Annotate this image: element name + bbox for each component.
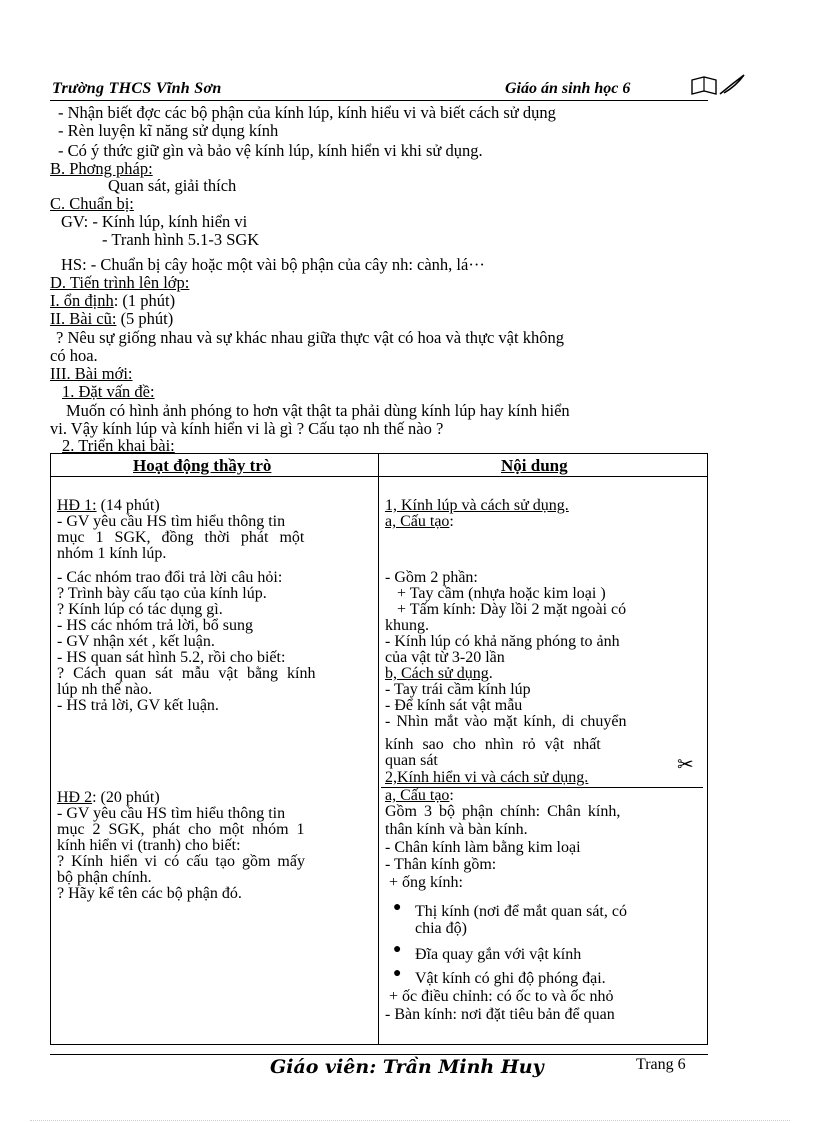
left-line: mục 1 SGK, đồng thời phát một [57, 529, 305, 546]
right-line: - Kính lúp có khả năng phóng to ảnh [385, 633, 620, 650]
objective-2: - Rèn luyện kĩ năng sử dụng kính [58, 121, 279, 140]
review-question-cont: có hoa. [50, 346, 98, 365]
right-line: - Nhìn mắt vào mặt kính, di chuyển [385, 713, 627, 730]
hd2-title [57, 790, 160, 806]
step-1 [50, 292, 175, 309]
document-title: Giáo án sinh học 6 [505, 80, 631, 97]
col-header-content: Nội dung [501, 456, 568, 475]
content-heading-1: 1, Kính lúp và cách sử dụng. [385, 497, 569, 514]
right-line: - Bàn kính: nơi đặt tiêu bản để quan [385, 1006, 615, 1023]
hd2-label: HĐ 2 [57, 789, 93, 806]
gv-prep-2: - Tranh hình 5.1-3 SGK [102, 230, 260, 249]
hd1-label: HĐ 1: [57, 497, 97, 514]
section-b-heading: B. Phơng pháp: [50, 159, 153, 178]
content-heading-2: 2,Kính hiển vi và cách sử dụng. [385, 769, 589, 786]
left-line: ? Kính lúp có tác dụng gì. [57, 601, 223, 618]
right-line: khung. [385, 617, 429, 634]
section-c-heading: C. Chuẩn bị: [50, 194, 134, 213]
column-divider [378, 454, 379, 1044]
step-2-label: II. Bài cũ: [50, 309, 117, 328]
hd1-title [57, 498, 160, 514]
right-line: Vật kính có ghi độ phóng đại. [415, 970, 606, 987]
page-header [50, 78, 708, 101]
step-1-time: : (1 phút) [113, 291, 176, 310]
content-sub-a2-label: a, Cấu tạo [385, 787, 450, 804]
school-name: Trường THCS Vĩnh Sơn [52, 80, 222, 97]
left-line: - GV yêu cầu HS tìm hiểu thông tin [57, 805, 286, 822]
bullet-icon: ● [393, 966, 402, 981]
left-line: - GV nhận xét , kết luận. [57, 633, 215, 650]
left-line: - Các nhóm trao đổi trả lời câu hỏi: [57, 569, 283, 586]
book-quill-icon [690, 74, 746, 104]
content-sub-b-label: b, Cách sử dụng [385, 665, 489, 682]
section-d-heading: D. Tiến trình lên lớp: [50, 273, 190, 292]
bullet-icon: ● [393, 900, 402, 915]
right-line: + ốc điều chỉnh: có ốc to và ốc nhỏ [389, 988, 614, 1005]
bullet-icon: ● [393, 942, 402, 957]
right-line: của vật từ 3-20 lần [385, 649, 505, 666]
right-line: kính sao cho nhìn rỏ vật nhất [385, 736, 601, 753]
left-line: nhóm 1 kính lúp. [57, 545, 167, 562]
content-sub-a2 [385, 788, 454, 804]
hs-prep: HS: - Chuẩn bị cây hoặc một vài bộ phận của cây nh: cành, lá··· [61, 255, 485, 274]
step-2-time: (5 phút) [116, 309, 174, 328]
left-line: ? Trình bày cấu tạo của kính lúp. [57, 585, 267, 602]
left-line: - HS trả lời, GV kết luận. [57, 697, 219, 714]
left-line: kính hiển vi (tranh) cho biết: [57, 837, 241, 854]
right-line: - Chân kính làm bằng kim loại [385, 839, 581, 856]
right-line: + ống kính: [389, 874, 463, 891]
left-line: - HS các nhóm trả lời, bổ sung [57, 617, 253, 634]
content-sub-b [385, 666, 493, 682]
left-line: - HS quan sát hình 5.2, rồi cho biết: [57, 649, 286, 666]
left-line: ? Hãy kể tên các bộ phận đó. [57, 885, 242, 902]
hd1-time: (14 phút) [96, 497, 160, 514]
step-2 [50, 310, 173, 327]
right-line: quan sát [385, 752, 438, 769]
gv-prep: GV: - Kính lúp, kính hiển vi [61, 212, 248, 231]
right-line: Thị kính (nơi để mắt quan sát, có [415, 903, 627, 920]
hd2-time: : (20 phút) [92, 789, 160, 806]
page-number: Trang 6 [636, 1056, 686, 1073]
colon: : [449, 513, 454, 530]
method-text: Quan sát, giải thích [108, 176, 237, 195]
left-line: - GV yêu cầu HS tìm hiểu thông tin [57, 513, 286, 530]
left-line: bộ phận chính. [57, 869, 152, 886]
intro-heading: 1. Đặt vấn đề: [62, 382, 155, 401]
intro-text-2: vi. Vậy kính lúp và kính hiển vi là gì ? Cấu tạo nh thế nào ? [50, 419, 444, 438]
right-line: thân kính và bàn kính. [385, 821, 528, 838]
right-line: Gồm 3 bộ phận chính: Chân kính, [385, 803, 621, 820]
lesson-heading: 2. Triển khai bài: [62, 436, 175, 455]
scissors-icon: ✂ [677, 754, 694, 776]
footer-rule [50, 1054, 708, 1055]
objective-3: - Có ý thức giữ gìn và bảo vệ kính lúp, kính hiển vi khi sử dụng. [58, 141, 483, 160]
right-line: - Tay trái cầm kính lúp [385, 681, 531, 698]
right-line: - Gồm 2 phần: [385, 569, 478, 586]
right-line: chia độ) [415, 920, 467, 937]
objective-1: - Nhận biết đợc các bộ phận của kính lúp, kính hiểu vi và biết cách sử dụng [58, 103, 556, 122]
left-line: mục 2 SGK, phát cho một nhóm 1 [57, 821, 305, 838]
right-line: - Để kính sát vật mẫu [385, 697, 523, 714]
intro-text-1: Muốn có hình ảnh phóng to hơn vật thật ta phải dùng kính lúp hay kính hiển [66, 401, 570, 420]
left-line: ? Kính hiển vi có cấu tạo gồm mấy [57, 853, 305, 870]
right-line: Đĩa quay gắn với vật kính [415, 946, 582, 963]
page-edge [30, 1120, 790, 1121]
step-1-label: I. ổn định [50, 291, 114, 310]
period: . [488, 665, 493, 682]
right-line: - Thân kính gồm: [385, 856, 497, 873]
col-header-activities: Hoạt động thầy trò [133, 456, 272, 475]
right-line: + Tay cầm (nhựa hoặc kim loại ) [397, 585, 606, 602]
left-line: lúp nh thế nào. [57, 681, 153, 698]
section-iii-heading: III. Bài mới: [50, 364, 133, 383]
lesson-table [50, 453, 708, 1045]
content-sub-a-label: a, Cấu tạo [385, 513, 450, 530]
left-line: ? Cách quan sát mẫu vật bằng kính [57, 665, 316, 682]
right-line: + Tấm kính: Dày lồi 2 mặt ngoài có [397, 601, 627, 618]
header-divider [51, 476, 707, 477]
teacher-name: Giáo viên: Trần Minh Huy [270, 1056, 544, 1078]
review-question: ? Nêu sự giống nhau và sự khác nhau giữa thực vật có hoa và thực vật không [56, 328, 564, 347]
colon: : [449, 787, 454, 804]
content-sub-a [385, 514, 454, 530]
